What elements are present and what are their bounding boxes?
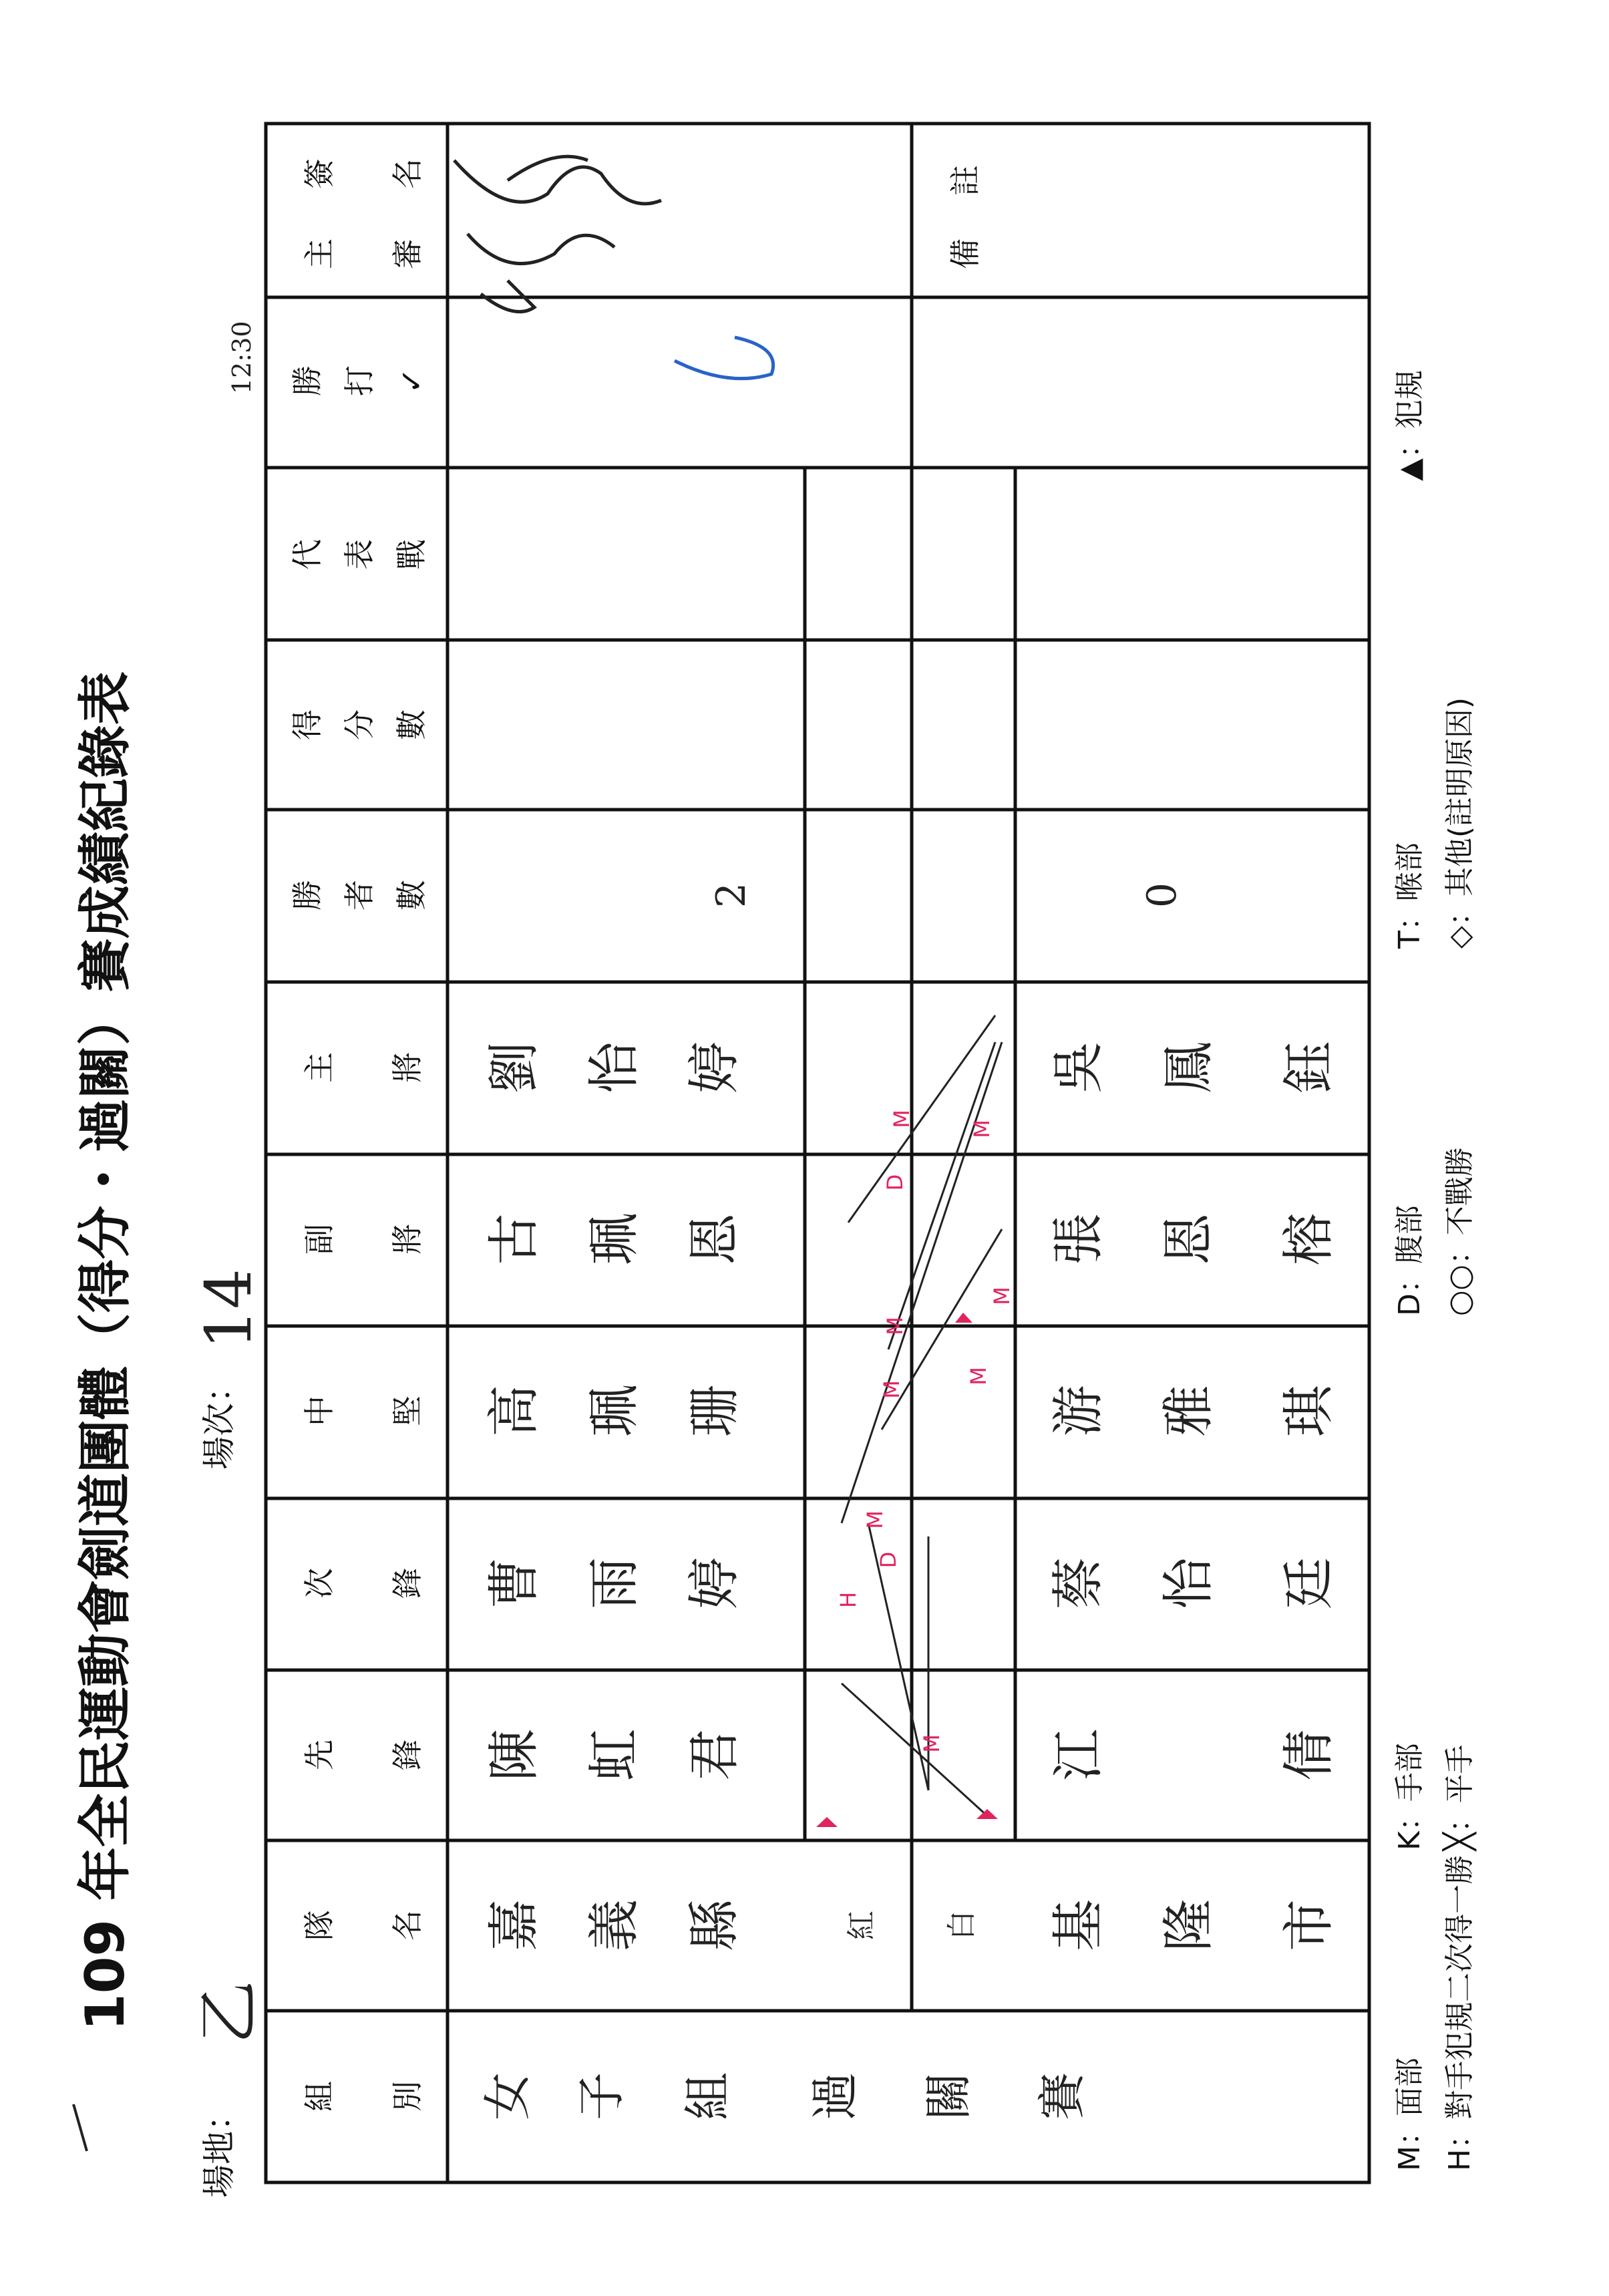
group-name-char: 組 xyxy=(680,2072,736,2121)
header-team-char: 名 xyxy=(389,1910,425,1941)
group-name-char: 子 xyxy=(573,2072,629,2121)
winner-check-mark xyxy=(675,337,773,379)
header-taisho-char: 主 xyxy=(301,1052,337,1083)
red-chuken-char: 珮 xyxy=(584,1384,645,1438)
red-taisho-char: 怡 xyxy=(584,1041,645,1094)
header-daihyo-char: 戰 xyxy=(393,539,429,570)
header-winner-char: ✓ xyxy=(393,367,429,394)
white-senpo-char: 倩 xyxy=(1279,1728,1339,1782)
bout-mark: M xyxy=(966,1367,991,1385)
foul-triangles xyxy=(816,1313,998,1827)
white-name-char: 基 xyxy=(1049,1899,1109,1952)
white-jiho-char: 蔡 xyxy=(1049,1556,1109,1610)
red-name-char: 縣 xyxy=(685,1899,745,1952)
header-fukusho-char: 副 xyxy=(301,1224,337,1255)
white-wins: 0 xyxy=(1139,882,1186,909)
red-wins: 2 xyxy=(708,882,755,909)
page-title: 109 年全民運動會劍道團體（得分・過關）賽成績紀錄表 xyxy=(74,671,136,2031)
legend-diamond: ◇：其他(註明原因) xyxy=(1443,697,1477,949)
white-taisho-char: 鈺 xyxy=(1279,1041,1339,1094)
header-signature-char: 主 xyxy=(301,238,337,269)
header-points-char: 數 xyxy=(393,709,429,740)
header-signature-char: 簽 xyxy=(301,158,337,189)
header-wins-char: 勝 xyxy=(289,880,325,911)
header-remarks-char: 備 xyxy=(947,238,983,269)
white-chuken-char: 游 xyxy=(1049,1384,1109,1438)
red-senpo-char: 陳 xyxy=(484,1728,544,1782)
bout-mark: D xyxy=(876,1551,901,1569)
white-chuken-char: 雅 xyxy=(1159,1384,1219,1438)
header-wins-char: 者 xyxy=(341,880,377,911)
bout-mark: D xyxy=(882,1174,908,1191)
legend-m: M：面部 xyxy=(1393,2058,1427,2171)
group-name-char: 過 xyxy=(807,2072,863,2121)
red-name-char: 嘉 xyxy=(484,1899,544,1952)
bout-mark: M xyxy=(969,1120,995,1138)
venue-label: 場地： xyxy=(200,2098,238,2198)
legend-h: H：對手犯規二次得一勝 xyxy=(1443,1854,1477,2171)
header-jiho-char: 次 xyxy=(301,1568,337,1599)
legend-d: D：腹部 xyxy=(1393,1205,1427,1316)
white-senpo-char: 江 xyxy=(1049,1728,1109,1782)
bout-mark: M xyxy=(879,1380,904,1399)
red-fukusho-char: 古 xyxy=(484,1212,544,1266)
header-signature-char: 審 xyxy=(389,238,425,269)
red-jiho-char: 曹 xyxy=(484,1556,544,1610)
white-jiho-char: 怡 xyxy=(1159,1556,1219,1610)
bout-mark: M xyxy=(889,1110,914,1128)
header-chuken-char: 堅 xyxy=(389,1396,425,1426)
header-daihyo-char: 代 xyxy=(289,539,325,570)
legend-oo: ○○：不戰勝 xyxy=(1443,1147,1477,1316)
red-senpo-char: 虹 xyxy=(584,1728,645,1782)
red-taisho-char: 劉 xyxy=(484,1041,544,1094)
header-group-char: 別 xyxy=(389,2081,425,2112)
bout-mark: M xyxy=(862,1510,888,1529)
white-label: 白 xyxy=(944,1911,979,1940)
group-name-char: 關 xyxy=(920,2072,976,2121)
red-jiho-char: 雨 xyxy=(584,1556,645,1610)
legend-t: T：喉部 xyxy=(1393,842,1427,949)
header-team-char: 隊 xyxy=(301,1910,337,1941)
header-chuken-char: 中 xyxy=(301,1396,337,1426)
red-chuken-char: 珊 xyxy=(685,1384,745,1438)
bout-mark: H xyxy=(836,1591,861,1609)
bout-mark: M xyxy=(989,1287,1015,1305)
legend-x: ╳：平手 xyxy=(1443,1744,1477,1850)
white-name-char: 隆 xyxy=(1159,1899,1219,1952)
red-taisho-char: 婷 xyxy=(685,1041,745,1094)
red-jiho-char: 婷 xyxy=(685,1556,745,1610)
header-jiho-char: 鋒 xyxy=(389,1568,425,1599)
red-name-char: 義 xyxy=(584,1899,645,1952)
white-taisho-char: 鳳 xyxy=(1159,1041,1219,1094)
white-jiho-char: 廷 xyxy=(1279,1556,1339,1610)
legend-k: K：手部 xyxy=(1393,1743,1427,1850)
header-points-char: 得 xyxy=(289,709,325,740)
header-winner-char: 打 xyxy=(341,365,377,396)
header-points-char: 分 xyxy=(341,709,377,740)
header-signature-char: 名 xyxy=(389,158,425,189)
time-note: 12:30 xyxy=(227,321,256,394)
round-label: 場次： xyxy=(200,1369,238,1470)
header-group-char: 組 xyxy=(301,2081,337,2112)
header-fukusho-char: 將 xyxy=(389,1224,425,1255)
referee-signatures xyxy=(454,156,661,311)
red-fukusho-char: 恩 xyxy=(685,1212,745,1266)
header-winner-char: 勝 xyxy=(289,365,325,396)
red-chuken-char: 高 xyxy=(484,1384,544,1438)
white-chuken-char: 琪 xyxy=(1279,1384,1339,1438)
pen-stroke xyxy=(73,2104,87,2151)
group-name-char: 女 xyxy=(480,2072,536,2121)
white-taisho-char: 吳 xyxy=(1049,1041,1109,1094)
bout-mark: M xyxy=(919,1734,944,1753)
header-wins-char: 數 xyxy=(393,880,429,911)
red-fukusho-char: 珮 xyxy=(584,1212,645,1266)
white-fukusho-char: 張 xyxy=(1049,1212,1109,1266)
white-name-char: 市 xyxy=(1279,1899,1339,1952)
header-taisho-char: 將 xyxy=(389,1052,425,1083)
header-senpo-char: 鋒 xyxy=(389,1740,425,1770)
bout-mark: M xyxy=(882,1317,908,1335)
white-fukusho-char: 恩 xyxy=(1159,1212,1219,1266)
group-name-char: 賽 xyxy=(1034,2072,1090,2121)
red-senpo-char: 君 xyxy=(685,1728,745,1782)
venue-value: 乙 xyxy=(192,1980,266,2044)
header-remarks-char: 註 xyxy=(947,165,983,196)
white-fukusho-char: 榕 xyxy=(1279,1212,1339,1266)
header-daihyo-char: 表 xyxy=(341,539,377,570)
red-label: 紅 xyxy=(844,1911,879,1940)
round-value: 14 xyxy=(192,1269,266,1349)
score-table xyxy=(266,124,1369,2182)
header-senpo-char: 先 xyxy=(301,1740,337,1770)
legend-triangle: ▲：犯規 xyxy=(1393,370,1427,481)
